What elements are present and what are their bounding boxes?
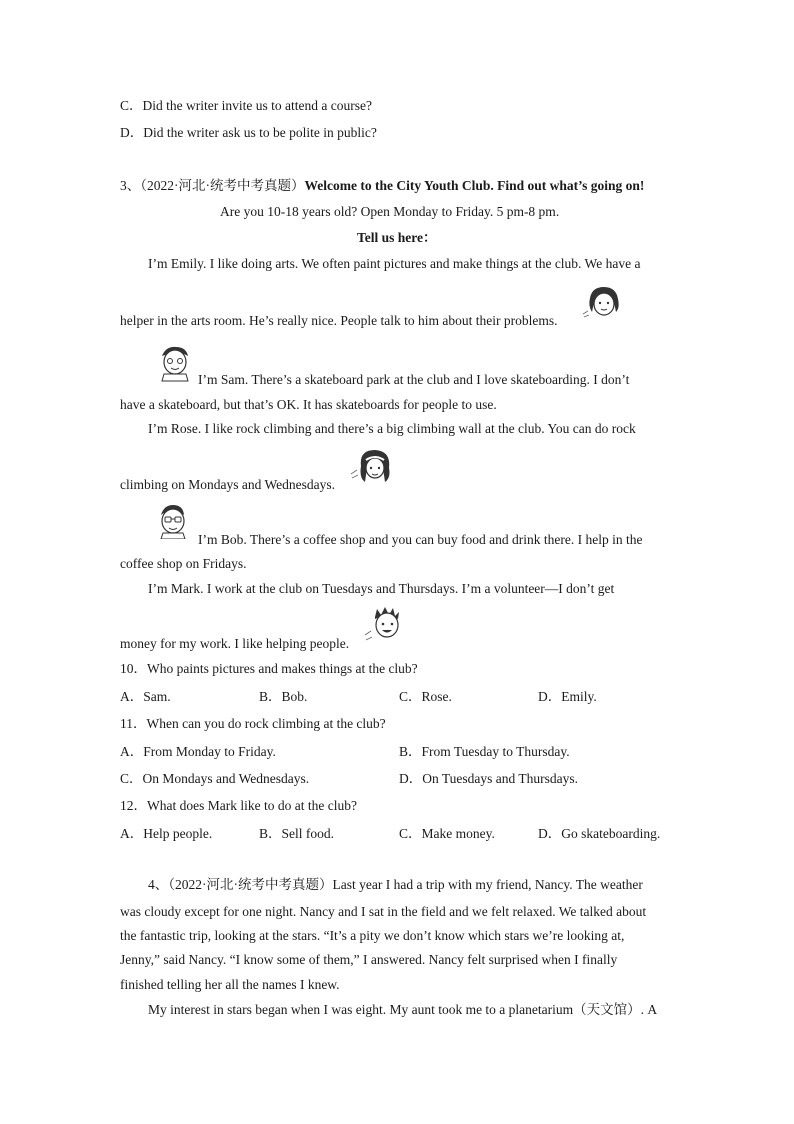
sam-text-1: I’m Sam. There’s a skateboard park at the club and I love skateboarding. I don’t [198, 372, 630, 387]
bob-avatar-icon [152, 503, 192, 539]
bob-text-2: coffee shop on Fridays. [120, 556, 247, 571]
question-12-stem: 12．What does Mark like to do at the club? [120, 798, 357, 813]
passage4-text-1: Last year I had a trip with my friend, Nancy. The weather [332, 877, 643, 892]
mark-text-2: money for my work. I like helping people. [120, 636, 350, 651]
q11-option-a: A．From Monday to Friday. [120, 744, 276, 759]
question-11-stem: 11．When can you do rock climbing at the club? [120, 716, 386, 731]
rose-avatar-icon [349, 446, 397, 488]
passage3-header [120, 178, 644, 194]
rose-text-1: I’m Rose. I like rock climbing and there’s a big climbing wall at the club. You can do rock [148, 421, 636, 436]
q12-option-d: D．Go skateboarding. [538, 826, 661, 841]
passage3-subtitle: Are you 10-18 years old? Open Monday to Friday. 5 pm-8 pm. [220, 204, 560, 219]
q11-option-b: B．From Tuesday to Thursday. [399, 744, 570, 759]
q12-option-a: A．Help people. [120, 826, 213, 841]
bob-text-1: I’m Bob. There’s a coffee shop and you can buy food and drink there. I help in the [198, 532, 643, 547]
passage4-number: 4、 [148, 877, 169, 892]
passage3-number: 3、 [120, 178, 141, 193]
q11-option-c: C．On Mondays and Wednesdays. [120, 771, 310, 786]
emily-avatar-icon [580, 284, 626, 320]
question-10-stem: 10．Who paints pictures and makes things at the club? [120, 661, 418, 676]
mark-avatar-icon [363, 605, 409, 645]
passage4-line-2: was cloudy except for one night. Nancy and I sat in the field and we felt relaxed. We talked about [120, 904, 647, 919]
q10-option-d: D．Emily. [538, 689, 597, 704]
q12-option-b: B．Sell food. [259, 826, 335, 841]
emily-text-1: I’m Emily. I like doing arts. We often paint pictures and make things at the club. We have a [148, 256, 641, 271]
q10-option-c: C．Rose. [399, 689, 452, 704]
rose-text-2: climbing on Mondays and Wednesdays. [120, 477, 336, 492]
passage4-line-1 [148, 877, 643, 893]
option-c-prev: C．Did the writer invite us to attend a course? [120, 98, 372, 113]
passage3-tell-us: Tell us here： [357, 230, 437, 245]
sam-text-2: have a skateboard, but that’s OK. It has skateboards for people to use. [120, 397, 497, 412]
q11-option-d: D．On Tuesdays and Thursdays. [399, 771, 579, 786]
sam-avatar-icon [152, 344, 196, 382]
passage4-source: （2022·河北·统考中考真题） [168, 877, 333, 892]
q10-option-a: A．Sam. [120, 689, 171, 704]
q10-option-b: B．Bob. [259, 689, 308, 704]
emily-text-2: helper in the arts room. He’s really nice. People talk to him about their problems. [120, 313, 558, 328]
passage4-line-4: Jenny,” said Nancy. “I know some of them,” I answered. Nancy felt surprised when I finally [120, 952, 618, 967]
passage3-source: （2022·河北·统考中考真题） [140, 178, 305, 193]
option-d-prev: D．Did the writer ask us to be polite in public? [120, 125, 377, 140]
passage4-line-5: finished telling her all the names I knew. [120, 977, 340, 992]
passage3-title: Welcome to the City Youth Club. Find out what’s going on! [304, 178, 645, 193]
q12-option-c: C．Make money. [399, 826, 495, 841]
passage4-line-6: My interest in stars began when I was eight. My aunt took me to a planetarium（天文馆）. A [148, 1002, 658, 1017]
mark-text-1: I’m Mark. I work at the club on Tuesdays and Thursdays. I’m a volunteer—I don’t get [148, 581, 615, 596]
passage4-line-3: the fantastic trip, looking at the stars. “It’s a pity we don’t know which stars we’re looking at, [120, 928, 625, 943]
